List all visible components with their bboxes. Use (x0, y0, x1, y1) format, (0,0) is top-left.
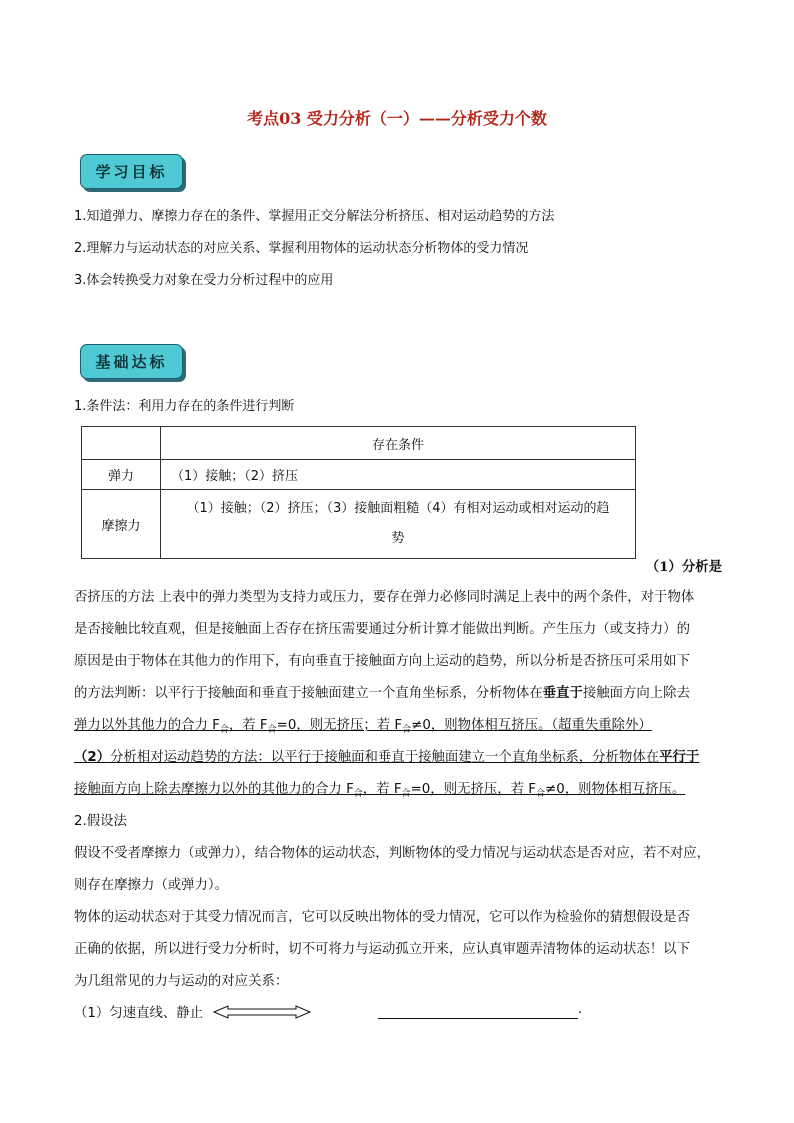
section-heading: 2.假设法 (74, 814, 127, 829)
conditions-table (81, 426, 636, 559)
row-condition: （1）接触；（2）挤压 (161, 460, 636, 490)
page-title: 考点03 受力分析（一）——分析受力个数 (247, 109, 547, 128)
relation-item-1: （1）匀速直线、静止 (74, 1006, 204, 1021)
row-condition (161, 490, 636, 559)
section2: 2.假设法 假设不受者摩擦力（或弹力），结合物体的运动状态，判断物体的受力情况与运动状态是否对应，若不对应， 则存在摩擦力（或弹力）。 物体的运动状态对于其受力情况而言，它可以反映出物体的受力情况，它可以作为检验你的猜想假设是否 正确的依据，所以进行受力分析时，切不可将力与运动孤立开来，应认真审题弄清物体的运动状态！以下 为几组常见的力与运动的对应关系： (74, 806, 724, 998)
section-heading: 1.条件法：利用力存在的条件进行判断 (74, 399, 295, 414)
para2-body: （2）分析相对运动趋势的方法：以平行于接触面和垂直于接触面建立一个直角坐标系，分析物体在平行于 接触面方向上除去摩擦力以外的其他力的合力 $F_合$，若 $F_合=0$，则无挤压，若 $F_合\ne 0$，则物体相互挤压。 (74, 750, 700, 799)
row-label: 弹力 (82, 460, 161, 490)
row-condition-line2: 势 (391, 531, 405, 546)
table-header-cell: 存在条件 (161, 427, 636, 460)
blank-end-period: . (578, 1002, 583, 1017)
badge-basics: 基础达标 (80, 344, 183, 379)
para1-lead: （1）分析是 (645, 559, 722, 575)
goal-item: 1.知道弹力、摩擦力存在的条件、掌握用正交分解法分析挤压、相对运动趋势的方法 (74, 209, 555, 224)
table-row (82, 490, 636, 559)
table-corner-cell (82, 427, 161, 460)
row-condition-line1: （1）接触；（2）挤压；（3）接触面粗糙（4）有相对运动或相对运动的趋 (186, 501, 610, 516)
goal-item: 3.体会转换受力对象在受力分析过程中的应用 (74, 273, 334, 288)
answer-blank[interactable] (378, 1018, 578, 1019)
double-arrow-icon (212, 1005, 312, 1019)
badge-learning-goals: 学习目标 (80, 154, 183, 189)
goal-item: 2.理解力与运动状态的对应关系、掌握利用物体的运动状态分析物体的受力情况 (74, 241, 529, 256)
row-label: 摩擦力 (82, 490, 161, 559)
table-row (82, 460, 636, 490)
para1-body: 否挤压的方法 上表中的弹力类型为支持力或压力，要存在弹力必修同时满足上表中的两个条件，对于物体 是否接触比较直观，但是接触面上否存在挤压需要通过分析计算才能做出判断。产生压力（或支持力）的 原因是由于物体在其他力的作用下，有向垂直于接触面方向上运动的趋势，所以分析是否挤压可采用如下 的方法判断：以平行于接触面和垂直于接触面建立一个直角坐标系，分析物体在垂直于接触面方向上除去 弹力以外其他力的合力 $F_合$，若 $F_合=0$，则无挤压；若 $F_合\ne 0$，则物体相互挤压。（超重失重除外） (74, 590, 695, 735)
